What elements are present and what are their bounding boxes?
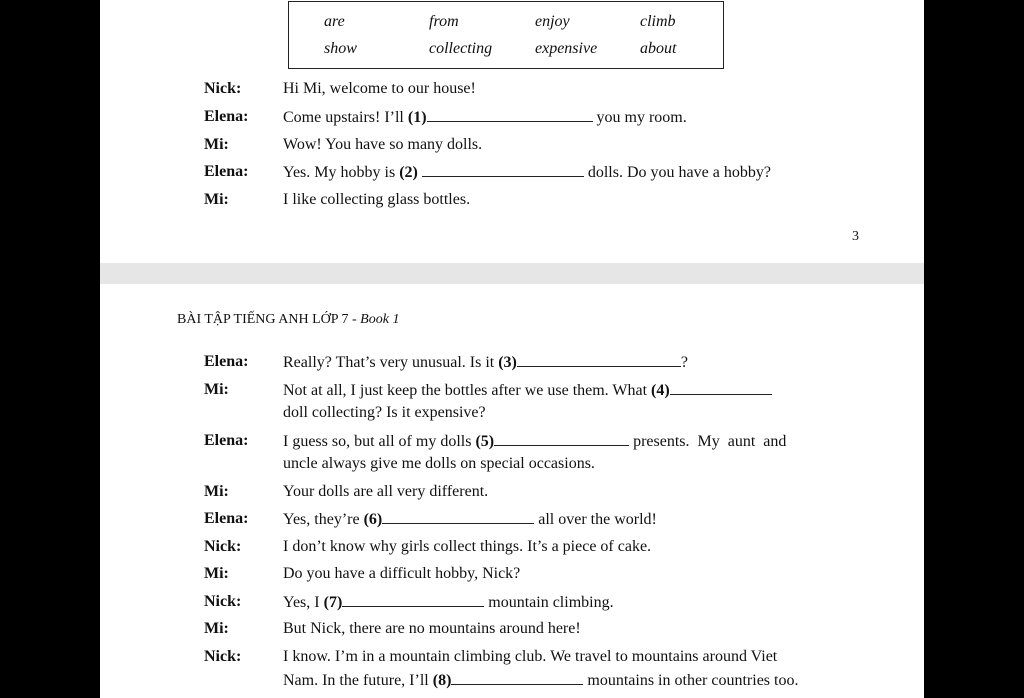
word-option: show [324, 40, 357, 57]
word-option: are [324, 13, 345, 30]
line-text: presents. My aunt and [629, 433, 787, 450]
line-text: Yes, I [283, 594, 324, 611]
answer-blank-8[interactable] [451, 670, 583, 685]
line-text: mountain climbing. [484, 594, 614, 611]
dialogue-line: But Nick, there are no mountains around here! [283, 620, 581, 637]
answer-blank-6[interactable] [382, 509, 534, 524]
dialogue-line: Hi Mi, welcome to our house! [283, 80, 476, 97]
page-number: 3 [852, 229, 859, 244]
word-option: expensive [535, 40, 598, 57]
answer-blank-3[interactable] [517, 352, 681, 367]
speaker-label: Nick: [204, 648, 242, 665]
word-option: from [429, 13, 459, 30]
answer-blank-4[interactable] [670, 380, 772, 395]
answer-blank-1[interactable] [427, 107, 593, 122]
line-text: dolls. Do you have a hobby? [583, 164, 771, 181]
speaker-label: Nick: [204, 538, 242, 555]
speaker-label: Elena: [204, 108, 249, 125]
line-text: ? [680, 354, 688, 371]
dialogue-line-continued: uncle always give me dolls on special occasions. [283, 455, 595, 472]
dialogue-line [283, 509, 657, 530]
dialogue-line: I don’t know why girls collect things. It’s a piece of cake. [283, 538, 652, 555]
page-3 [100, 0, 924, 263]
word-option: climb [640, 13, 676, 30]
dialogue-line: I know. I’m in a mountain climbing club. We travel to mountains around Viet [283, 648, 778, 665]
word-box [288, 1, 724, 69]
dialogue-line [283, 431, 786, 452]
speaker-label: Mi: [204, 620, 229, 637]
line-text: Come upstairs! I’ll [283, 109, 408, 126]
dialogue-line [283, 592, 614, 613]
speaker-label: Mi: [204, 191, 229, 208]
line-text: you my room. [592, 109, 687, 126]
answer-blank-5[interactable] [494, 431, 629, 446]
blank-number: (3) [498, 354, 517, 371]
speaker-label: Mi: [204, 565, 229, 582]
line-text: all over the world! [534, 511, 657, 528]
speaker-label: Nick: [204, 80, 242, 97]
speaker-label: Elena: [204, 510, 249, 527]
dialogue-line [283, 380, 772, 401]
dialogue-line [283, 162, 771, 183]
dialogue-line-continued: doll collecting? Is it expensive? [283, 404, 486, 421]
answer-blank-7[interactable] [342, 592, 484, 607]
speaker-label: Mi: [204, 136, 229, 153]
header-title: BÀI TẬP TIẾNG ANH LỚP 7 - [177, 312, 361, 327]
speaker-label: Elena: [204, 353, 249, 370]
blank-number: (6) [363, 511, 383, 528]
blank-number: (8) [432, 672, 452, 689]
answer-blank-2[interactable] [422, 162, 584, 177]
word-option: about [640, 40, 677, 57]
dialogue-line: Your dolls are all very different. [283, 483, 489, 500]
dialogue-line: I like collecting glass bottles. [283, 191, 471, 208]
blank-number: (4) [651, 382, 670, 399]
blank-number: (7) [323, 594, 343, 611]
blank-number: (1) [407, 109, 427, 126]
dialogue-line [283, 352, 688, 373]
line-text: mountains in other countries too. [583, 672, 799, 689]
dialogue-line: Wow! You have so many dolls. [283, 136, 483, 153]
header-book: Book 1 [360, 312, 400, 327]
line-text: Nam. In the future, I’ll [283, 672, 433, 689]
dialogue-line [283, 107, 687, 128]
speaker-label: Mi: [204, 483, 229, 500]
word-option: collecting [429, 40, 493, 57]
page-header [177, 312, 399, 328]
word-option: enjoy [535, 13, 570, 30]
page-4 [100, 284, 924, 698]
line-text: Really? That’s very unusual. Is it [283, 354, 499, 371]
line-text: Yes. My hobby is [283, 164, 400, 181]
line-text: I guess so, but all of my dolls [283, 433, 476, 450]
blank-number: (2) [399, 164, 418, 181]
page-separator [100, 263, 924, 284]
line-text: Not at all, I just keep the bottles after we use them. What [283, 382, 652, 399]
speaker-label: Nick: [204, 593, 242, 610]
dialogue-line-continued [283, 670, 798, 691]
blank-number: (5) [475, 433, 495, 450]
speaker-label: Elena: [204, 432, 249, 449]
line-text: Yes, they’re [283, 511, 364, 528]
dialogue-line: Do you have a difficult hobby, Nick? [283, 565, 521, 582]
speaker-label: Elena: [204, 163, 249, 180]
speaker-label: Mi: [204, 381, 229, 398]
